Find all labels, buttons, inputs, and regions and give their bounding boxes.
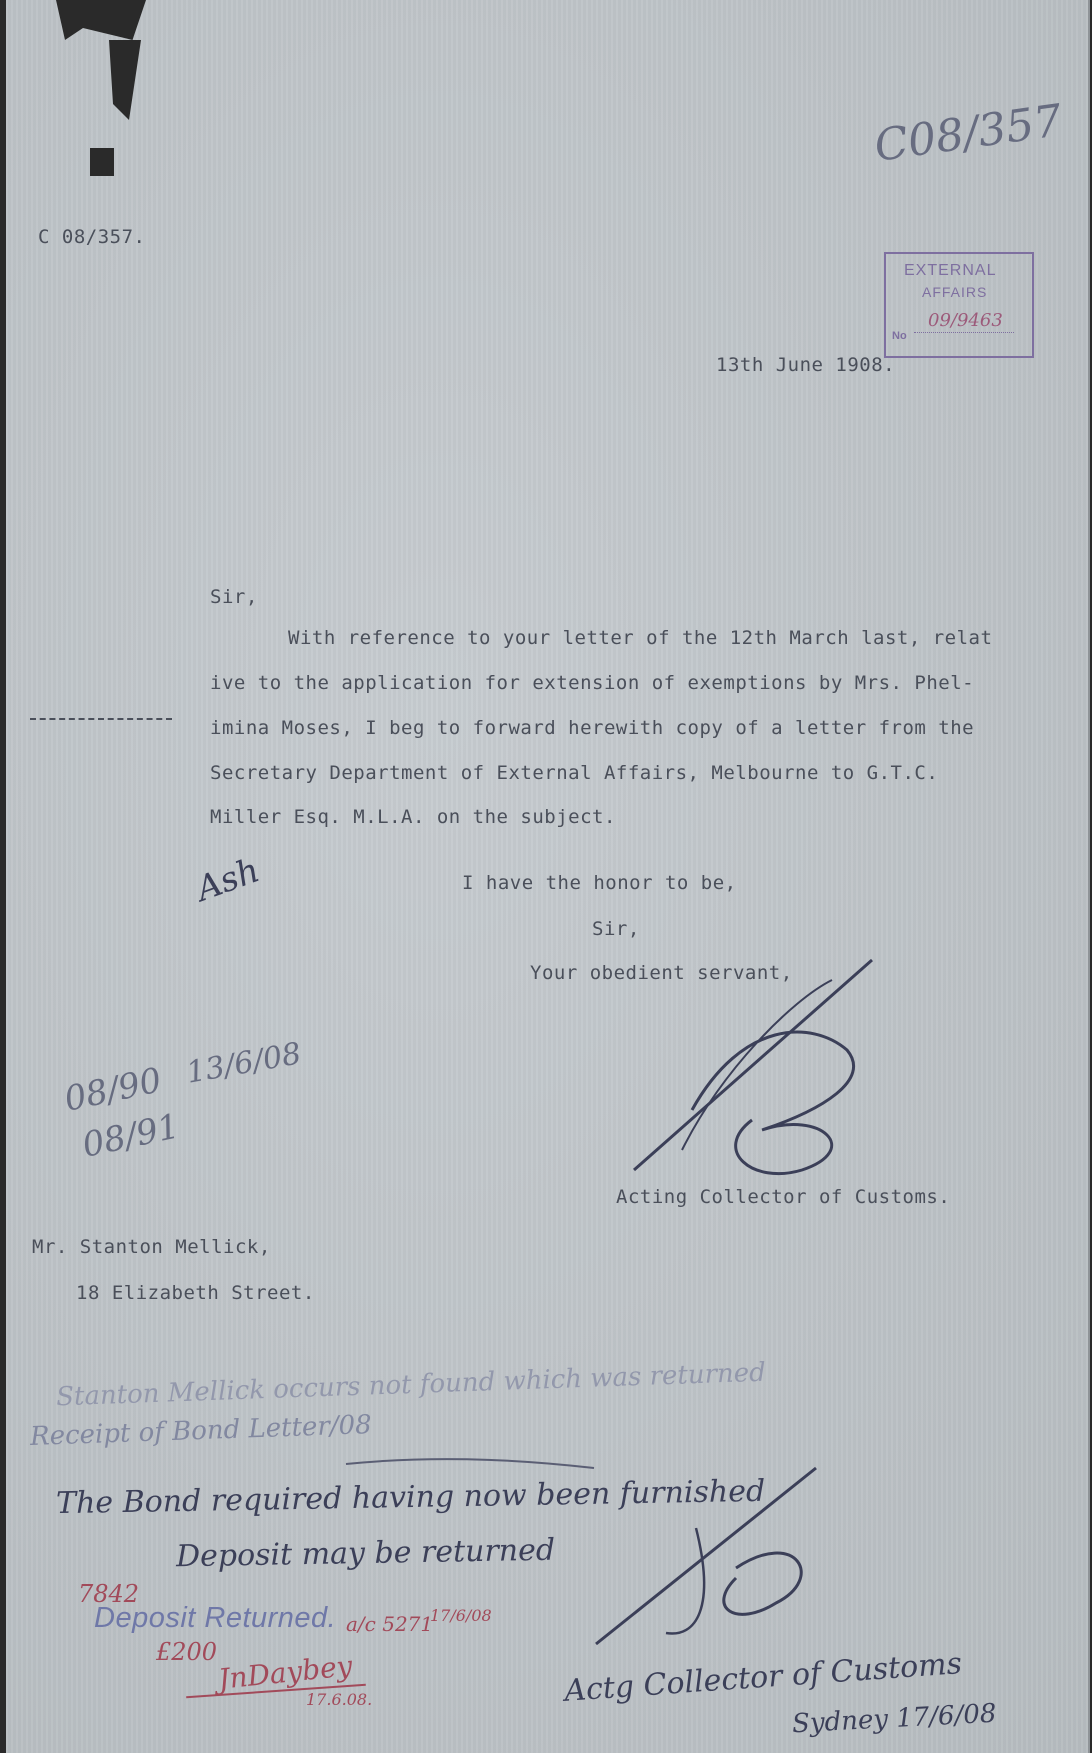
addressee-street: 18 Elizabeth Street. — [76, 1282, 315, 1304]
external-affairs-stamp — [884, 252, 1034, 358]
salutation: Sir, — [210, 586, 258, 608]
body-line-4: Secretary Department of External Affairs, Melbourne to G.T.C. — [210, 762, 939, 784]
note-line-4: Deposit may be returned — [175, 1532, 556, 1575]
second-signature — [586, 1468, 826, 1648]
stamp-line2: AFFAIRS — [922, 284, 988, 300]
body-line-2: ive to the application for extension of exemptions by Mrs. Phel- — [210, 672, 975, 694]
margin-ref-a: 08/90 — [60, 1060, 166, 1120]
torn-notch — [101, 40, 141, 120]
body-line-1: With reference to your letter of the 12th March last, relat — [288, 627, 993, 649]
deposit-ref-date: 17/6/08 — [430, 1606, 492, 1625]
document-sheet — [6, 0, 1090, 1753]
addressee-name: Mr. Stanton Mellick, — [32, 1236, 271, 1258]
torn-corner — [56, 0, 146, 40]
closing-line-1: I have the honor to be, — [462, 872, 737, 894]
strike-line — [346, 1454, 596, 1474]
deposit-amount: £200 — [156, 1638, 218, 1666]
margin-ref-c: 13/6/08 — [183, 1036, 304, 1091]
deposit-number: 7842 — [78, 1580, 140, 1608]
stamp-underline — [914, 332, 1014, 333]
body-line-3: imina Moses, I beg to forward herewith copy of a letter from the — [210, 717, 975, 739]
margin-initial: Ash — [191, 850, 265, 910]
closing-line-3: Your obedient servant, — [530, 962, 793, 984]
sign-title-handwritten: Actg Collector of Customs — [563, 1646, 964, 1709]
deposit-ref: a/c 5271 — [346, 1612, 434, 1636]
deposit-signer-date: 17.6.08. — [306, 1690, 373, 1709]
file-ref-typed: C 08/357. — [38, 226, 146, 248]
letter-date: 13th June 1908. — [716, 354, 896, 376]
deposit-returned-stamp: Deposit Returned. — [94, 1602, 337, 1634]
stamp-number: 09/9463 — [928, 310, 1003, 331]
deposit-signer: JnDaybey — [216, 1649, 354, 1696]
file-ref-handwritten: C08/357 — [871, 95, 1066, 172]
margin-ref-b: 08/91 — [78, 1106, 184, 1166]
signature — [622, 960, 882, 1180]
note-line-3: The Bond required having now been furnished — [55, 1473, 766, 1522]
closing-line-2: Sir, — [592, 918, 640, 940]
stamp-no-label: No — [892, 330, 907, 342]
body-line-5: Miller Esq. M.L.A. on the subject. — [210, 806, 616, 828]
punch-mark — [90, 148, 114, 176]
faint-note-line-1: Stanton Mellick occurs not found which was returned — [55, 1357, 767, 1413]
margin-dash-line — [30, 718, 172, 720]
stamp-line1: EXTERNAL — [904, 262, 997, 279]
signature-title: Acting Collector of Customs. — [616, 1186, 951, 1208]
faint-note-line-2: Receipt of Bond Letter/08 — [29, 1410, 373, 1452]
sign-date-handwritten: Sydney 17/6/08 — [791, 1698, 998, 1740]
